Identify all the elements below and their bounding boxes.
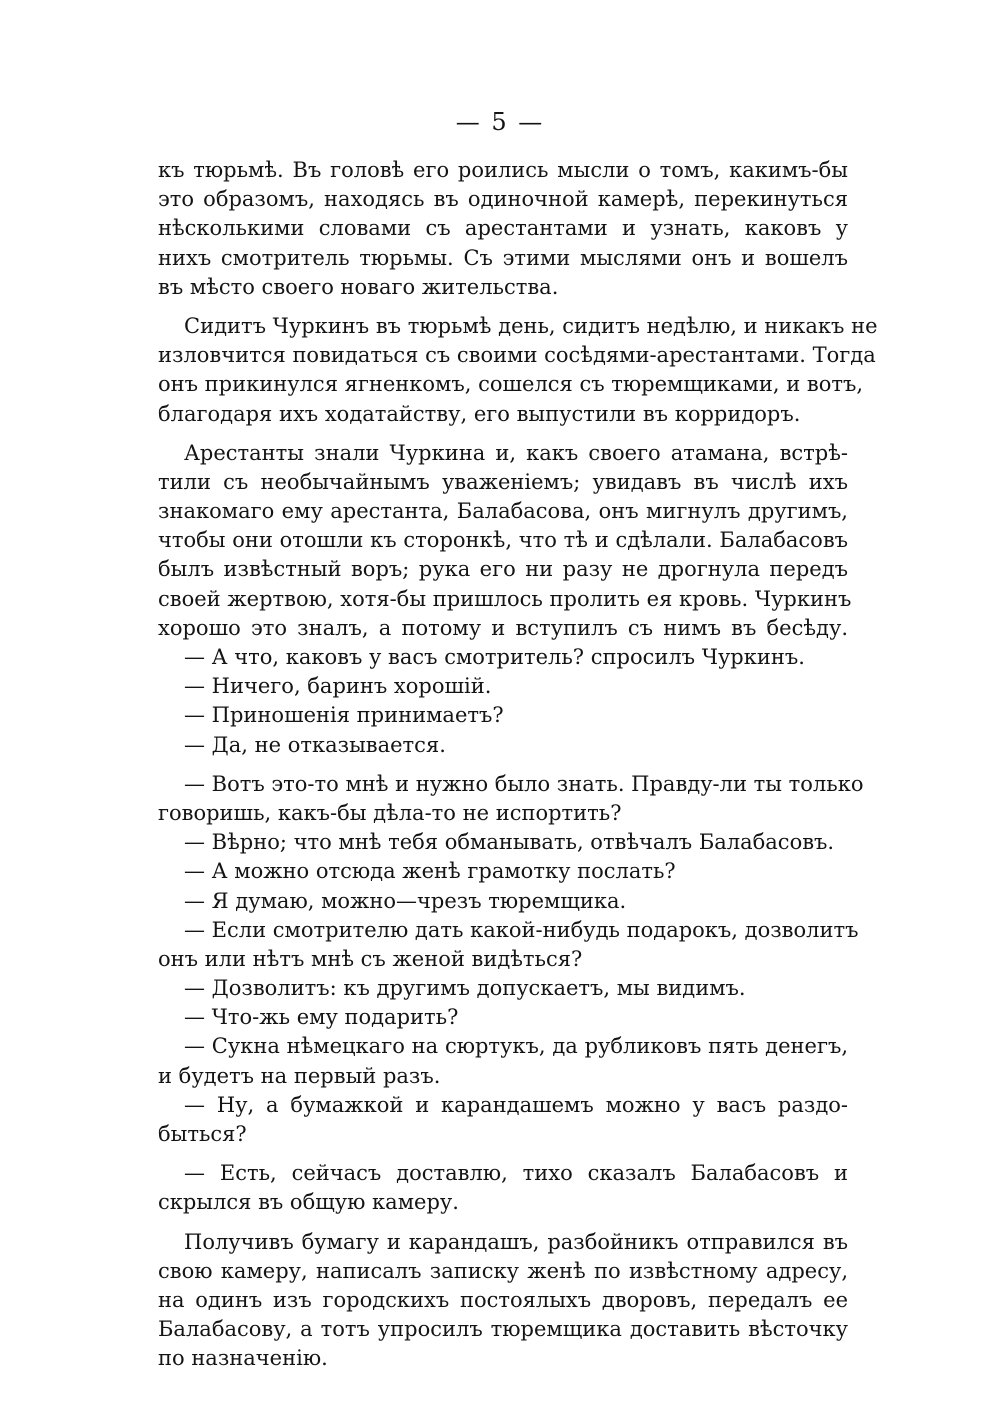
text-line: быться?	[158, 1122, 247, 1146]
text-line: это образомъ, находясь въ одиночной камерѣ, перекинуться	[158, 187, 848, 212]
text-line: и будетъ на первый разъ.	[158, 1063, 441, 1088]
text-line: — Ну, а бумажкой и карандашемъ можно у васъ раздо-	[184, 1092, 848, 1117]
text-line: Арестанты знали Чуркина и, какъ своего атамана, встрѣ-	[184, 440, 848, 465]
text-line: — Вѣрно; что мнѣ тебя обманывать, отвѣчалъ Балабасовъ.	[184, 830, 835, 855]
text-line: — Что-жь ему подарить?	[184, 1005, 459, 1030]
text-line: Получивъ бумагу и карандашъ, разбойникъ отправился въ	[184, 1229, 848, 1254]
text-line: онъ прикинулся ягненкомъ, сошелся съ тюремщиками, и вотъ,	[158, 372, 864, 397]
text-line: — Есть, сейчасъ доставлю, тихо сказалъ Балабасовъ и	[184, 1161, 848, 1186]
text-line: онъ или нѣтъ мнѣ съ женой видѣться?	[158, 946, 583, 971]
text-line: своей жертвою, хотя-бы пришлось пролить ея кровь. Чуркинъ	[158, 586, 852, 611]
text-line: нихъ смотритель тюрьмы. Съ этими мыслями онъ и вошелъ	[158, 245, 848, 270]
text-line: на одинъ изъ городскихъ постоялыхъ дворовъ, передалъ ее	[158, 1287, 848, 1312]
text-line: свою камеру, написалъ записку женѣ по извѣстному адресу,	[158, 1258, 848, 1283]
text-line: — Если смотрителю дать какой-нибудь подарокъ, дозволитъ	[184, 917, 859, 942]
text-line: чтобы они отошли къ сторонкѣ, что тѣ и сдѣлали. Балабасовъ	[158, 528, 848, 553]
text-line: знакомаго ему арестанта, Балабасова, онъ мигнулъ другимъ,	[158, 499, 848, 524]
text-line: тили съ необычайнымъ уваженіемъ; увидавъ въ числѣ ихъ	[158, 469, 848, 494]
page-number: — 5 —	[455, 108, 545, 136]
body-text	[158, 156, 878, 1374]
text-line: говоришь, какъ-бы дѣла-то не испортить?	[158, 800, 622, 825]
text-line: скрылся въ общую камеру.	[158, 1190, 459, 1215]
text-line: — Вотъ это-то мнѣ и нужно было знать. Правду-ли ты только	[184, 771, 864, 796]
text-line: — А что, каковъ у васъ смотритель? спросилъ Чуркинъ.	[184, 645, 805, 669]
text-line: благодаря ихъ ходатайству, его выпустили въ корридоръ.	[158, 401, 801, 426]
text-line: изловчится повидаться съ своими сосѣдями-арестантами. Тогда	[158, 343, 876, 368]
text-line: по назначенію.	[158, 1346, 328, 1371]
text-line: — А можно отсюда женѣ грамотку послать?	[184, 859, 676, 884]
text-line: — Да, не отказывается.	[184, 732, 446, 757]
text-line: въ мѣсто своего новаго жительства.	[158, 274, 559, 299]
text-line: — Ничего, баринъ хорошій.	[184, 674, 492, 699]
text-line: къ тюрьмѣ. Въ головѣ его роились мысли о томъ, какимъ-бы	[158, 158, 848, 182]
text-line: хорошо это зналъ, а потому и вступилъ съ нимъ въ бесѣду.	[158, 615, 848, 640]
text-line: Сидитъ Чуркинъ въ тюрьмѣ день, сидитъ недѣлю, и никакъ не	[184, 313, 878, 338]
text-line: — Я думаю, можно—чрезъ тюремщика.	[184, 888, 627, 913]
text-line: — Приношенія принимаетъ?	[184, 703, 504, 728]
text-line: нѣсколькими словами съ арестантами и узнать, каковъ у	[158, 216, 848, 241]
text-line: былъ извѣстный воръ; рука его ни разу не дрогнула передъ	[158, 557, 848, 582]
text-line: Балабасову, а тотъ упросилъ тюремщика доставить вѣсточку	[158, 1317, 848, 1342]
text-line: — Дозволитъ: къ другимъ допускаетъ, мы видимъ.	[184, 976, 746, 1001]
text-line: — Сукна нѣмецкаго на сюртукъ, да рубликовъ пять денегъ,	[184, 1034, 848, 1059]
